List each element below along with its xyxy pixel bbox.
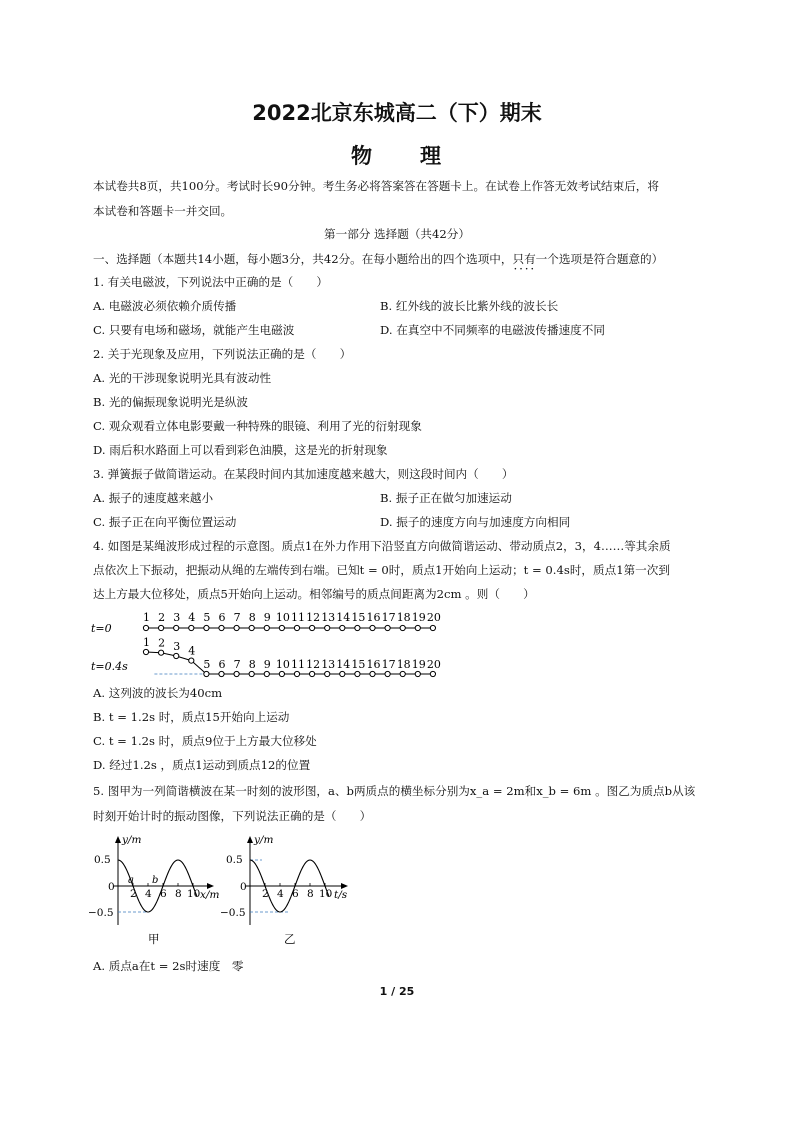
- particle-number: 16: [366, 658, 381, 671]
- q1-option-c: C. 只要有电场和磁场，就能产生电磁波: [93, 323, 295, 337]
- particle: [204, 625, 209, 630]
- particle: [264, 671, 269, 676]
- y-arrow-icon: [247, 836, 253, 843]
- particle: [294, 625, 299, 630]
- subject-title: [0, 140, 794, 170]
- y-arrow-icon: [115, 836, 121, 843]
- particle: [174, 653, 179, 658]
- particle-number: 5: [203, 658, 211, 671]
- q2-option-a: A. 光的干涉现象说明光具有波动性: [93, 371, 272, 385]
- particle: [400, 671, 405, 676]
- particle: [415, 625, 420, 630]
- particle: [159, 650, 164, 655]
- tick-label: 4: [145, 888, 152, 900]
- particle: [430, 671, 435, 676]
- q3-option-b: B. 振子正在做匀加速运动: [380, 491, 512, 505]
- particle-number: 11: [291, 611, 305, 624]
- tick-label: 4: [277, 888, 284, 900]
- tick-label: 8: [307, 888, 314, 900]
- tick-top: 0.5: [226, 854, 243, 866]
- particle-number: 10: [275, 658, 290, 671]
- particle: [370, 671, 375, 676]
- particle: [249, 671, 254, 676]
- particle: [159, 625, 164, 630]
- particle-number: 19: [411, 658, 426, 671]
- section-suffix: 选项是符合题意的）: [558, 252, 664, 266]
- particle-number: 10: [275, 611, 290, 624]
- q4-line-3: 达上方最大位移处，质点5开始向上运动。相邻编号的质点间距离为2cm 。则（ ）: [93, 587, 535, 601]
- point-b-label: b: [152, 875, 159, 886]
- particle-number: 13: [321, 611, 336, 624]
- q3-option-c: C. 振子正在向平衡位置运动: [93, 515, 237, 529]
- vibration-graph-yi: [220, 830, 366, 950]
- y-axis-label: y/m: [122, 834, 142, 846]
- q3-option-d: D. 振子的速度方向与加速度方向相同: [380, 515, 571, 529]
- particle-number: 9: [263, 611, 271, 624]
- rope-row-t04: [143, 636, 441, 677]
- particle: [430, 625, 435, 630]
- q2-option-d: D. 雨后积水路面上可以看到彩色油膜，这是光的折射现象: [93, 443, 388, 457]
- particle: [189, 625, 194, 630]
- label-t04: t=0.4s: [91, 660, 128, 673]
- particle: [340, 671, 345, 676]
- particle: [174, 625, 179, 630]
- particle-number: 18: [396, 611, 411, 624]
- particle-number: 20: [426, 611, 441, 624]
- q1-option-a: A. 电磁波必须依赖介质传播: [93, 299, 237, 313]
- particle: [400, 625, 405, 630]
- section-emphasis: 只有一个 · ·: [512, 252, 558, 266]
- q4-option-d: D. 经过1.2s ，质点1运动到质点12的位置: [93, 758, 311, 772]
- q1-stem: 1. 有关电磁波，下列说法中正确的是（ ）: [93, 275, 329, 289]
- rope-row-t0: [143, 611, 441, 631]
- particle: [294, 671, 299, 676]
- q2-option-b: B. 光的偏振现象说明光是纵波: [93, 395, 249, 409]
- tick-zero: 0: [240, 881, 247, 893]
- tick-label: 8: [175, 888, 182, 900]
- particle-number: 14: [336, 611, 351, 624]
- intro-line-2: 本试卷和答题卡一并交回。: [93, 204, 233, 218]
- tick-label: 10: [187, 888, 201, 900]
- particle: [219, 625, 224, 630]
- q4-option-a: A. 这列波的波长为40cm: [93, 686, 223, 700]
- particle-number: 19: [411, 611, 426, 624]
- particle: [234, 671, 239, 676]
- particle-number: 17: [381, 611, 396, 624]
- q4-option-b: B. t = 1.2s 时，质点15开始向上运动: [93, 710, 290, 724]
- particle: [415, 671, 420, 676]
- particle: [219, 671, 224, 676]
- particle: [249, 625, 254, 630]
- subject-char-1: 物: [351, 144, 374, 168]
- particle-number: 2: [158, 636, 166, 650]
- particle: [385, 671, 390, 676]
- section-instructions: [93, 251, 663, 267]
- particle-number: 20: [426, 658, 441, 671]
- particle: [355, 625, 360, 630]
- particle-number: 8: [248, 611, 256, 624]
- tick-bottom: −0.5: [88, 907, 114, 919]
- q5-line-2: 时刻开始计时的振动图像，下列说法正确的是（ ）: [93, 809, 372, 823]
- tick-label: 6: [292, 888, 299, 900]
- wave-graph-jia: [88, 830, 228, 950]
- caption-yi: 乙: [284, 932, 296, 946]
- tick-label: 2: [262, 888, 269, 900]
- particle: [264, 625, 269, 630]
- caption-jia: 甲: [148, 932, 160, 946]
- particle-number: 1: [143, 611, 150, 624]
- q4-line-1: 4. 如图是某绳波形成过程的示意图。质点1在外力作用下沿竖直方向做简谐运动、带动质点2，3，4……等其余质: [93, 539, 671, 553]
- part-heading: 第一部分 选择题（共42分）: [324, 227, 470, 241]
- particle: [370, 625, 375, 630]
- particle-number: 14: [336, 658, 351, 671]
- q4-option-c: C. t = 1.2s 时，质点9位于上方最大位移处: [93, 734, 317, 748]
- x-axis-label: x/m: [200, 889, 220, 901]
- particle: [143, 625, 148, 630]
- q1-option-d: D. 在真空中不同频率的电磁波传播速度不同: [380, 323, 605, 337]
- x-axis-label: t/s: [334, 889, 348, 901]
- tick-label: 2: [130, 888, 137, 900]
- tick-bottom: −0.5: [220, 907, 246, 919]
- q4-line-2: 点依次上下振动，把振动从绳的左端传到右端。已知t = 0时，质点1开始向上运动；t = 0.4s时，质点1第一次到: [93, 563, 670, 577]
- tick-label: 6: [160, 888, 167, 900]
- particle: [310, 625, 315, 630]
- rope-wave-figure: [90, 606, 450, 678]
- particle: [310, 671, 315, 676]
- section-prefix: 一、选择题（本题共14小题，每小题3分，共42分。在每小题给出的四个选项中，: [93, 252, 513, 266]
- particle-number: 4: [188, 611, 196, 624]
- particle: [355, 671, 360, 676]
- particle: [325, 671, 330, 676]
- particle: [189, 658, 194, 663]
- particle: [385, 625, 390, 630]
- q1-option-b: B. 红外线的波长比紫外线的波长长: [380, 299, 559, 313]
- q5-option-a: A. 质点a在t = 2s时速度 零: [93, 959, 244, 973]
- particle: [279, 625, 284, 630]
- intro-line-1: 本试卷共8页，共100分。考试时长90分钟。考生务必将答案答在答题卡上。在试卷上作答无效考试结束后，将: [93, 179, 659, 193]
- particle-number: 16: [366, 611, 381, 624]
- particle: [325, 625, 330, 630]
- particle-number: 7: [233, 611, 241, 624]
- particle-number: 18: [396, 658, 411, 671]
- particle-number: 9: [263, 658, 271, 671]
- particle-number: 6: [218, 658, 226, 671]
- particle-number: 12: [306, 658, 321, 671]
- particle-number: 12: [306, 611, 321, 624]
- tick-top: 0.5: [94, 854, 111, 866]
- particle-number: 3: [173, 640, 181, 653]
- particle-number: 7: [233, 658, 241, 671]
- q3-option-a: A. 振子的速度越来越小: [93, 491, 214, 505]
- tick-zero: 0: [108, 881, 115, 893]
- page-number: 1 / 25: [379, 985, 415, 998]
- particle-number: 4: [188, 644, 196, 658]
- particle: [279, 671, 284, 676]
- y-axis-label: y/m: [254, 834, 274, 846]
- particle-number: 6: [218, 611, 226, 624]
- particle: [234, 625, 239, 630]
- particle: [204, 671, 209, 676]
- point-a-label: a: [128, 875, 134, 886]
- q3-stem: 3. 弹簧振子做简谐运动。在某段时间内其加速度越来越大，则这段时间内（ ）: [93, 467, 514, 481]
- particle-number: 15: [351, 611, 366, 624]
- particle-number: 8: [248, 658, 256, 671]
- particle-number: 17: [381, 658, 396, 671]
- particle: [340, 625, 345, 630]
- particle-number: 2: [158, 611, 166, 624]
- particle-number: 1: [143, 636, 150, 649]
- page-title: 2022北京东城高二（下）期末: [252, 101, 542, 125]
- particle-number: 15: [351, 658, 366, 671]
- q2-stem: 2. 关于光现象及应用，下列说法正确的是（ ）: [93, 347, 352, 361]
- particle-number: 5: [203, 611, 211, 624]
- subject-char-2: 理: [420, 144, 443, 168]
- label-t0: t=0: [91, 622, 112, 635]
- q2-option-c: C. 观众观看立体电影要戴一种特殊的眼镜、利用了光的衍射现象: [93, 419, 422, 433]
- particle: [143, 649, 148, 654]
- particle-number: 3: [173, 611, 181, 624]
- particle-number: 13: [321, 658, 336, 671]
- tick-label: 10: [319, 888, 333, 900]
- particle-number: 11: [291, 658, 305, 671]
- q5-line-1: 5. 图甲为一列简谐横波在某一时刻的波形图，a、b两质点的横坐标分别为x_a = 2m和x_b = 6m 。图乙为质点b从该: [93, 784, 696, 798]
